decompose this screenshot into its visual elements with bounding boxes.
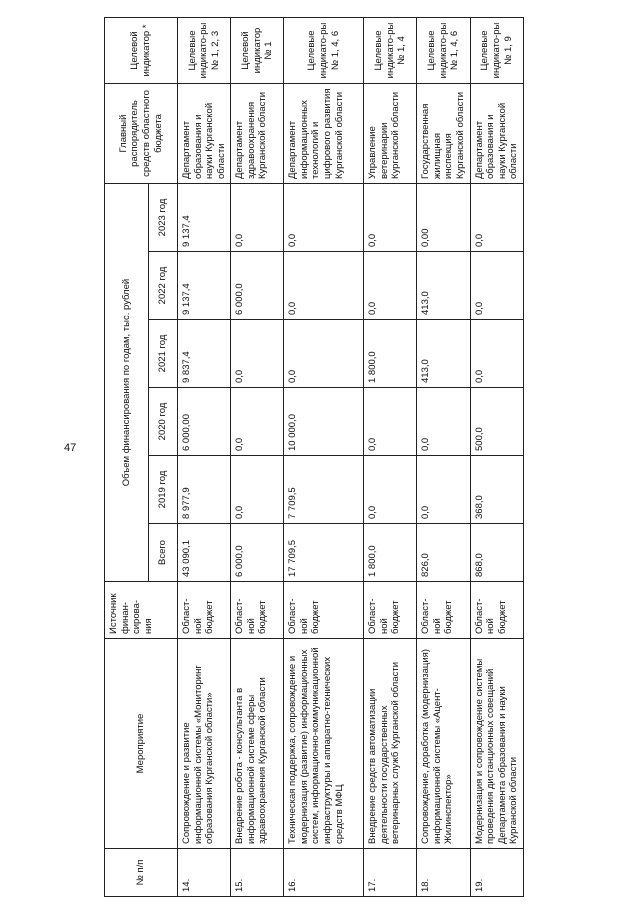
cell-total: 17 709,5 [284,524,364,582]
cell-source: Област-ной бюджет [470,582,523,639]
cell-2022: 0,0 [284,252,364,320]
cell-2019: 8 977,9 [178,456,231,524]
table-row [470,18,523,897]
cell-2019: 0,0 [364,456,417,524]
cell-2021: 0,0 [470,320,523,388]
cell-event: Техническая поддержка, сопровождение и модернизация (развитие) информационных систем, информационно-коммуникационной инфраструктуры и аппаратно-технических средств МФЦ [284,639,364,849]
cell-indicator: Целевые индикато-ры № 1, 4, 6 [417,18,470,84]
cell-num: 17. [364,849,417,897]
cell-2023: 9 137,4 [178,184,231,252]
cell-num: 18. [417,849,470,897]
cell-num: 14. [178,849,231,897]
cell-2020: 500,0 [470,388,523,456]
cell-total: 43 090,1 [178,524,231,582]
cell-source: Област-ной бюджет [364,582,417,639]
cell-manager: Государственная жилищная инспекция Курганской области [417,84,470,184]
header-row [105,18,149,897]
cell-event: Внедрение робота - консультанта в информационной системе сферы здравоохранения Курганской области [231,639,284,849]
cell-source: Област-ной бюджет [178,582,231,639]
header-year: 2021 год [149,320,178,388]
header-year: 2019 год [149,456,178,524]
table-row [231,18,284,897]
cell-2020: 6 000,00 [178,388,231,456]
cell-2022: 0,0 [364,252,417,320]
cell-source: Област-ной бюджет [417,582,470,639]
cell-2020: 0,0 [364,388,417,456]
cell-manager: Департамент образования и науки Курганской области [178,84,231,184]
cell-manager: Департамент здравоохранения Курганской области [231,84,284,184]
cell-2021: 9 837,4 [178,320,231,388]
cell-total: 6 000,0 [231,524,284,582]
cell-source: Област-ной бюджет [231,582,284,639]
table-row [178,18,231,897]
header-year: 2023 год [149,184,178,252]
cell-2020: 10 000,0 [284,388,364,456]
header-manager: Главный распорядитель средств областного бюджета [105,84,178,184]
header-num: № п/п [105,849,178,897]
cell-2023: 0,0 [470,184,523,252]
header-source: Источник финан-сирова-ния [105,582,178,639]
table-row [417,18,470,897]
cell-num: 16. [284,849,364,897]
cell-2023: 0,0 [231,184,284,252]
cell-2022: 0,0 [470,252,523,320]
cell-event: Модернизация и сопровождение системы проведения дистанционных совещаний Департамента образования и науки Курганской области [470,639,523,849]
cell-2019: 7 709,5 [284,456,364,524]
cell-indicator: Целевые индикато-ры № 1, 2, 3 [178,18,231,84]
header-event: Мероприятие [105,639,178,849]
cell-2019: 0,0 [231,456,284,524]
cell-event: Сопровождение и развитие информационной системы «Мониторинг образования Курганской области» [178,639,231,849]
header-year: 2020 год [149,388,178,456]
cell-2022: 9 137,4 [178,252,231,320]
cell-manager: Управление ветеринарии Курганской области [364,84,417,184]
cell-2023: 0,0 [284,184,364,252]
header-year: 2022 год [149,252,178,320]
cell-indicator: Целевые индикато-ры № 1, 4, 6 [284,18,364,84]
table-row [364,18,417,897]
cell-2020: 0,0 [417,388,470,456]
funding-table [104,17,524,897]
cell-num: 15. [231,849,284,897]
page-number: 47 [64,442,77,454]
cell-event: Внедрение средств автоматизации деятельности государственных ветеринарных служб Курганской области [364,639,417,849]
header-funding-group: Объем финансирования по годам, тыс. рублей [105,184,149,582]
cell-total: 826,0 [417,524,470,582]
cell-2023: 0,00 [417,184,470,252]
table-row [284,18,364,897]
cell-2022: 6 000,0 [231,252,284,320]
cell-2021: 413,0 [417,320,470,388]
cell-indicator: Целевые индикато-ры № 1, 9 [470,18,523,84]
cell-total: 1 800,0 [364,524,417,582]
header-total: Всего [149,524,178,582]
cell-2021: 0,0 [231,320,284,388]
cell-2023: 0,0 [364,184,417,252]
cell-2019: 0,0 [417,456,470,524]
cell-event: Сопровождение, доработка (модернизация) информационной системы «Ацент-Жилинспектор» [417,639,470,849]
cell-num: 19. [470,849,523,897]
cell-source: Област-ной бюджет [284,582,364,639]
cell-2021: 1 800,0 [364,320,417,388]
cell-2020: 0,0 [231,388,284,456]
cell-total: 868,0 [470,524,523,582]
cell-manager: Департамент образования и науки Курганской области [470,84,523,184]
cell-2019: 368,0 [470,456,523,524]
cell-manager: Департамент информационных технологий и цифрового развития Курганской области [284,84,364,184]
header-indicator: Целевой индикатор * [105,18,178,84]
cell-2021: 0,0 [284,320,364,388]
cell-indicator: Целевые индикато-ры № 1, 4 [364,18,417,84]
cell-2022: 413,0 [417,252,470,320]
cell-indicator: Целевой индикатор № 1 [231,18,284,84]
